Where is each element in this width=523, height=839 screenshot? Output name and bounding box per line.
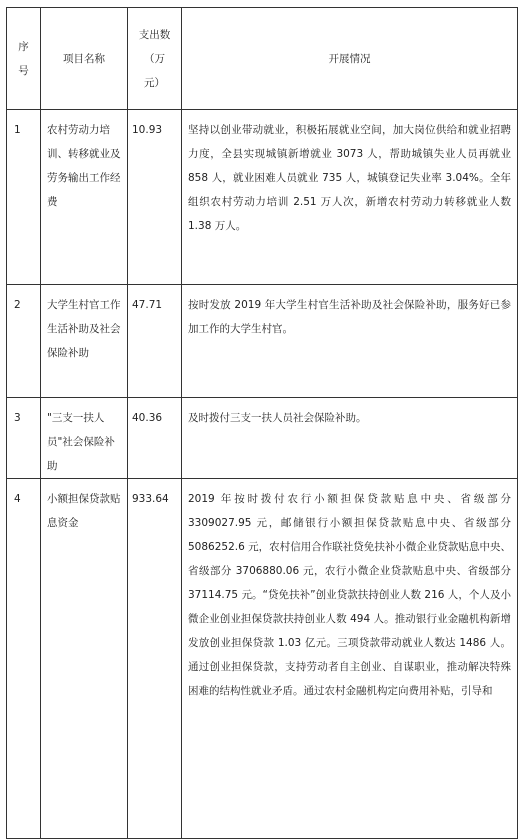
row-desc: 按时发放 2019 年大学生村官生活补助及社会保险补助，服务好已参加工作的大学生村官。 — [188, 299, 511, 335]
row-amount: 933.64 — [132, 493, 169, 505]
row-serial: 2 — [14, 299, 21, 311]
header-name-label: 项目名称 — [63, 53, 105, 65]
row-name: 大学生村官工作生活补助及社会保险补助 — [47, 299, 121, 359]
row-amount-cell — [128, 398, 182, 479]
row-amount-cell — [128, 479, 182, 839]
row-serial: 3 — [14, 412, 21, 424]
row-name-cell — [41, 285, 128, 398]
row-amount: 10.93 — [132, 124, 163, 136]
row-amount: 40.36 — [132, 412, 163, 424]
row-serial-cell — [7, 398, 41, 479]
table-header-row — [7, 8, 518, 110]
row-amount: 47.71 — [132, 299, 163, 311]
row-serial-cell — [7, 110, 41, 285]
header-amount-label-3: 元） — [144, 76, 165, 89]
header-desc-cell — [182, 8, 518, 110]
row-amount-cell — [128, 110, 182, 285]
table-row — [7, 285, 518, 398]
row-name: "三支一扶人员"社会保险补助 — [47, 412, 115, 472]
row-desc: 2019 年按时拨付农行小额担保贷款贴息中央、省级部分 3309027.95 元，邮储银行小额担保贷款贴息中央、省级部分 5086252.6 元，农村信用合作联社贷免扶补小微企业贷款贴息中央、省级部分 3706880.06 元，农行小微企业贷款贴息中央、省级部分 37114.75 元。“贷免扶补”创业贷款扶持创业人数 216 人，个人及小微企业创业担保贷款扶持创业人数 494 人。推动银行业金融机构新增发放创业担保贷款 1.03 亿元。三项贷款带动就业人数达 1486 人。通过创业担保贷款，支持劳动者自主创业、自谋职业，推动解决特殊困难的结构性就业矛盾。通过农村金融机构定向费用补贴，引导和 — [188, 493, 511, 697]
row-serial-cell — [7, 479, 41, 839]
header-name-cell — [41, 8, 128, 110]
header-serial-label-1: 序 — [18, 40, 29, 53]
row-name-cell — [41, 110, 128, 285]
expenditure-table — [6, 7, 518, 839]
row-name-cell — [41, 479, 128, 839]
header-amount-label-1: 支出数 — [138, 28, 171, 41]
row-name: 农村劳动力培训、转移就业及劳务输出工作经费 — [47, 124, 121, 208]
row-desc: 坚持以创业带动就业，积极拓展就业空间，加大岗位供给和就业招聘力度，全县实现城镇新增就业 3073 人，帮助城镇失业人员再就业 858 人，就业困难人员就业 735 人，城镇登记失业率 3.04%。全年组织农村劳动力培训 2.51 万人次，新增农村劳动力转移就业人数 1.38 万人。 — [188, 124, 511, 232]
header-amount-label-2: （万 — [144, 52, 165, 65]
table-row — [7, 479, 518, 839]
header-serial-cell — [7, 8, 41, 110]
row-serial-cell — [7, 285, 41, 398]
header-desc-label: 开展情况 — [328, 53, 371, 65]
row-desc-cell — [182, 398, 518, 479]
row-desc-cell — [182, 479, 518, 839]
row-amount-cell — [128, 285, 182, 398]
row-serial: 4 — [14, 493, 21, 505]
row-desc-cell — [182, 110, 518, 285]
row-desc-cell — [182, 285, 518, 398]
row-name: 小额担保贷款贴息资金 — [47, 493, 121, 529]
table-row — [7, 110, 518, 285]
header-serial-label-2: 号 — [18, 64, 29, 77]
row-name-cell — [41, 398, 128, 479]
row-serial: 1 — [14, 124, 21, 136]
row-desc: 及时拨付三支一扶人员社会保险补助。 — [188, 412, 367, 424]
table-row — [7, 398, 518, 479]
header-amount-cell — [128, 8, 182, 110]
